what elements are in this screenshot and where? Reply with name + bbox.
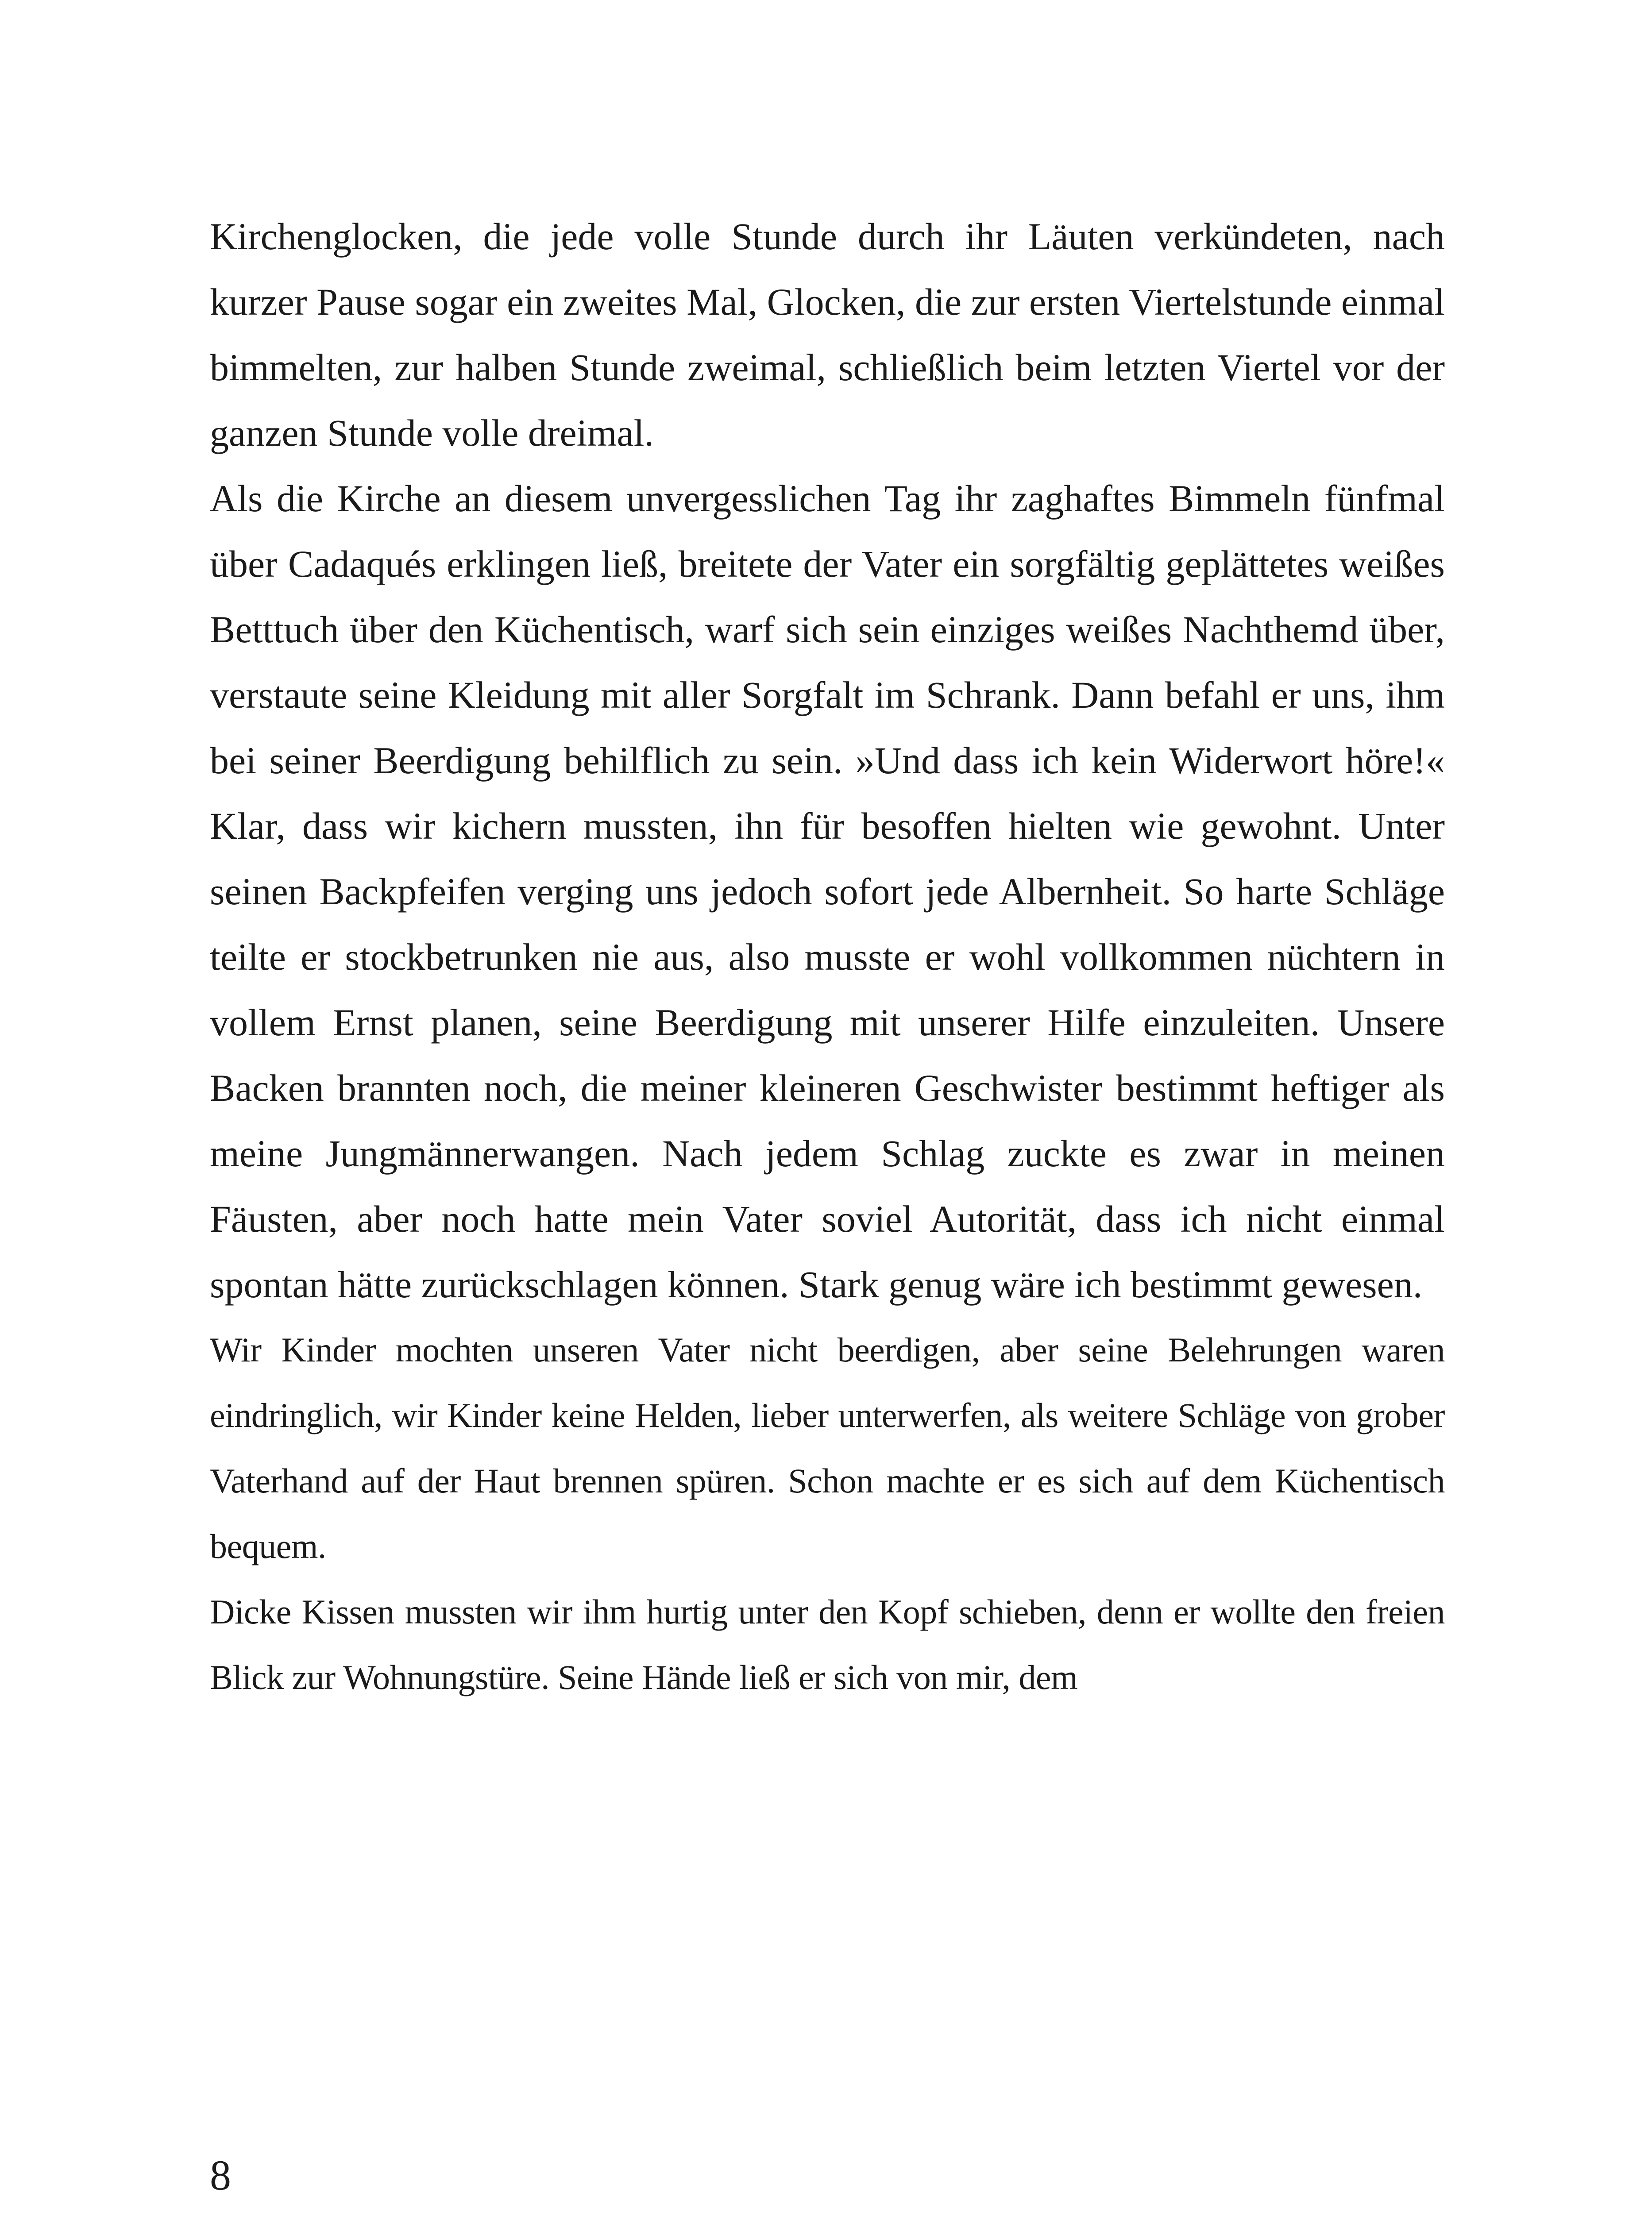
paragraph-2: Als die Kirche an diesem unvergesslichen Tag ihr zaghaftes Bimmeln fünfmal über Cadaqués erklingen ließ, breitete der Vater ein sorgfältig geplättetes weißes Betttuch über den Küchentisch, warf sich sein einziges weißes Nachthemd über, verstaute seine Kleidung mit aller Sorgfalt im Schrank. Dann befahl er uns, ihm bei seiner Beerdigung behilflich zu sein. »Und dass ich kein Widerwort höre!« Klar, dass wir kichern mussten, ihn für besoffen hielten wie gewohnt. Unter seinen Backpfeifen verging uns jedoch sofort jede Albernheit. So harte Schläge teilte er stockbetrunken nie aus, also musste er wohl vollkommen nüchtern in vollem Ernst planen, seine Beerdigung mit unserer Hilfe einzuleiten. Unsere Backen brannten noch, die meiner kleineren Geschwister bestimmt heftiger als meine Jungmännerwangen. Nach jedem Schlag zuckte es zwar in meinen Fäusten, aber noch hatte mein Vater soviel Autorität, dass ich nicht einmal spontan hätte zurückschlagen können. Stark genug wäre ich bestimmt gewesen. xyxy=(210,477,1445,1306)
paragraph-3: Wir Kinder mochten unseren Vater nicht beerdigen, aber seine Belehrungen waren eindringlich, wir Kinder keine Helden, lieber unterwerfen, als weitere Schläge von grober Vaterhand auf der Haut brennen spüren. Schon machte er es sich auf dem Küchentisch bequem. xyxy=(210,1330,1445,1565)
page-number: 8 xyxy=(210,2151,231,2199)
paragraph-4: Dicke Kissen mussten wir ihm hurtig unter den Kopf schieben, denn er wollte den freien Blick zur Wohnungstüre. Seine Hände ließ er sich von mir, dem xyxy=(210,1592,1445,1696)
body-text xyxy=(210,204,1445,1710)
paragraph-1: Kirchenglocken, die jede volle Stunde durch ihr Läuten verkündeten, nach kurzer Pause sogar ein zweites Mal, Glocken, die zur ersten Viertelstunde einmal bimmelten, zur halben Stunde zweimal, schließlich beim letzten Viertel vor der ganzen Stunde volle dreimal. xyxy=(210,215,1445,454)
